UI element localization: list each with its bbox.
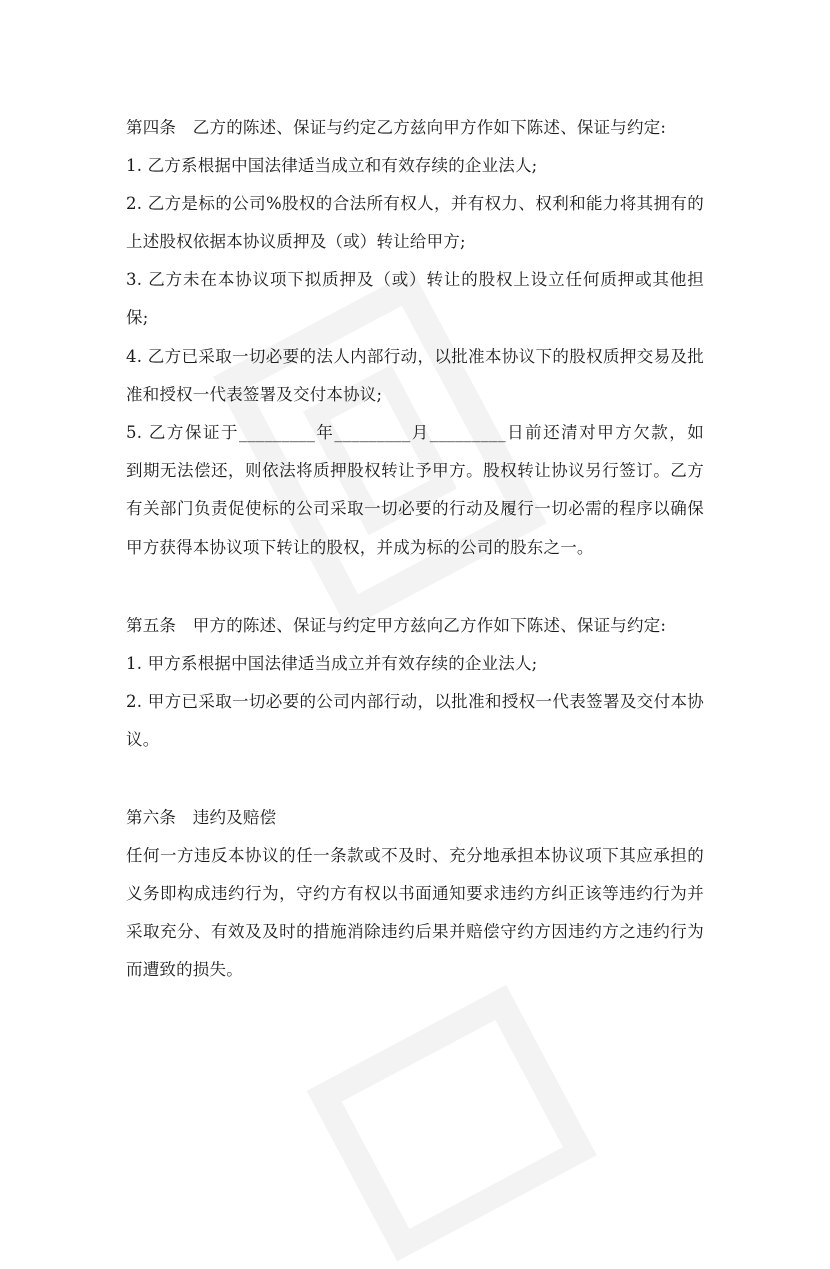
article-5-heading: 第五条 甲方的陈述、保证与约定甲方兹向乙方作如下陈述、保证与约定: xyxy=(126,616,667,635)
watermark-logo xyxy=(195,257,565,644)
article-4-item-5-line-3: 有关部门负责促使标的公司采取一切必要的行动及履行一切必需的程序以确保 xyxy=(126,499,704,518)
article-5-item-1: 1. 甲方系根据中国法律适当成立并有效存续的企业法人; xyxy=(126,654,538,673)
article-4-item-5: 5. 乙方保证于_________年_________月_________日前还清对甲方欠款，如 xyxy=(126,423,704,442)
article-4-item-5-line-2: 到期无法偿还，则依法将质押股权转让予甲方。股权转让协议另行签订。乙方 xyxy=(126,461,704,480)
article-5-item-2-cont: 议。 xyxy=(126,730,160,749)
article-6-line-1: 任何一方违反本协议的任一条款或不及时、充分地承担本协议项下其应承担的 xyxy=(126,846,704,865)
article-4-item-3-cont: 保; xyxy=(126,308,149,327)
article-5-item-2: 2. 甲方已采取一切必要的公司内部行动，以批准和授权一代表签署及交付本协 xyxy=(126,692,704,711)
article-6-line-2: 义务即构成违约行为，守约方有权以书面通知要求违约方纠正该等违约行为并 xyxy=(126,884,704,903)
article-4-item-4-cont: 准和授权一代表签署及交付本协议; xyxy=(126,385,383,404)
article-4-item-5-line-4: 甲方获得本协议项下转让的股权，并成为标的公司的股东之一。 xyxy=(126,538,594,557)
article-6-heading: 第六条 违约及赔偿 xyxy=(126,808,277,827)
article-4-heading: 第四条 乙方的陈述、保证与约定乙方兹向甲方作如下陈述、保证与约定: xyxy=(126,118,667,137)
article-4-item-4: 4. 乙方已采取一切必要的法人内部行动，以批准本协议下的股权质押交易及批 xyxy=(126,347,704,366)
article-4-item-1: 1. 乙方系根据中国法律适当成立和有效存续的企业法人; xyxy=(126,156,538,175)
article-6-line-3: 采取充分、有效及及时的措施消除违约后果并赔偿守约方因违约方之违约行为 xyxy=(126,922,704,941)
article-4-item-2-cont: 上述股权依据本协议质押及（或）转让给甲方; xyxy=(126,232,466,251)
article-4-item-3: 3. 乙方未在本协议项下拟质押及（或）转让的股权上设立任何质押或其他担 xyxy=(126,270,704,289)
watermark-logo-bottom xyxy=(288,971,611,1269)
article-4-item-2: 2. 乙方是标的公司%股权的合法所有权人，并有权力、权利和能力将其拥有的 xyxy=(126,194,704,213)
article-6-line-4: 而遭致的损失。 xyxy=(126,960,243,979)
